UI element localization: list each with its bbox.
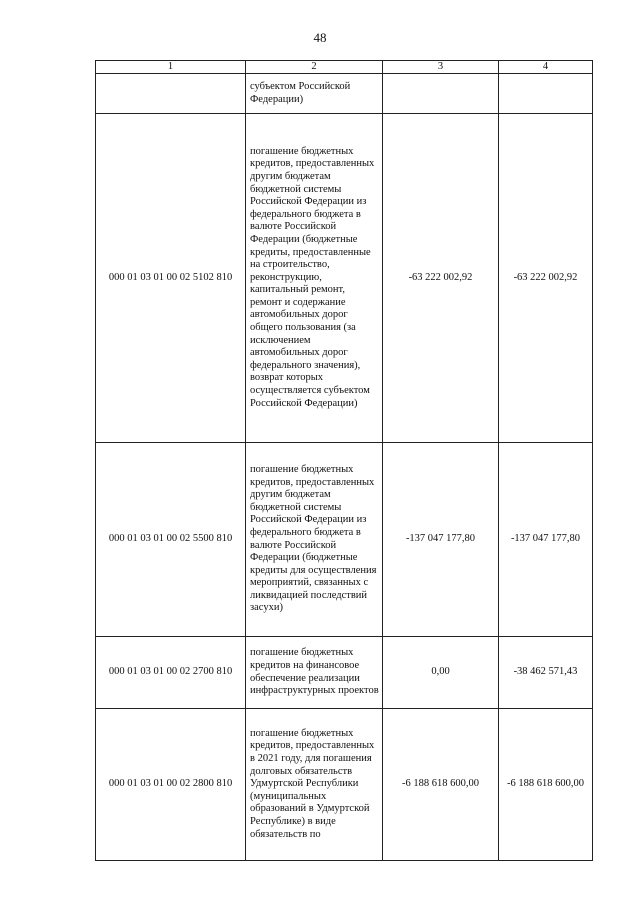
table-row bbox=[96, 637, 593, 709]
column-header-2: 2 bbox=[246, 61, 383, 74]
description-cell: погашение бюджетных кредитов, предоставленных другим бюджетам бюджетной системы Российской Федерации из федерального бюджета в валюте Российской Федерации (бюджетные кредиты, предоставленные на строительство, реконструкцию, капитальный ремонт, ремонт и содержание автомобильных дорог общего пользования (за исключением автомобильных дорог федерального значения), возврат которых осуществляется субъектом Российской Федерации) bbox=[246, 114, 383, 443]
table-header-row bbox=[96, 61, 593, 74]
amount-cell-col4: -6 188 618 600,00 bbox=[499, 709, 593, 861]
amount-cell-col3: -137 047 177,80 bbox=[383, 443, 499, 637]
description-cell: погашение бюджетных кредитов на финансовое обеспечение реализации инфраструктурных проектов bbox=[246, 637, 383, 709]
amount-cell-col4 bbox=[499, 74, 593, 114]
amount-cell-col4: -137 047 177,80 bbox=[499, 443, 593, 637]
amount-cell-col3: 0,00 bbox=[383, 637, 499, 709]
amount-cell-col3: -6 188 618 600,00 bbox=[383, 709, 499, 861]
amount-cell-col3 bbox=[383, 74, 499, 114]
amount-cell-col4: -63 222 002,92 bbox=[499, 114, 593, 443]
table-row bbox=[96, 443, 593, 637]
table-row bbox=[96, 709, 593, 861]
description-cell: погашение бюджетных кредитов, предоставленных в 2021 году, для погашения долговых обязательств Удмуртской Республики (муниципальных образований в Удмуртской Республике) в виде обязательств по bbox=[246, 709, 383, 861]
budget-code-cell: 000 01 03 01 00 02 2700 810 bbox=[96, 637, 246, 709]
budget-code-cell: 000 01 03 01 00 02 2800 810 bbox=[96, 709, 246, 861]
budget-code-cell: 000 01 03 01 00 02 5102 810 bbox=[96, 114, 246, 443]
budget-code-cell: 000 01 03 01 00 02 5500 810 bbox=[96, 443, 246, 637]
column-header-1: 1 bbox=[96, 61, 246, 74]
table-row bbox=[96, 114, 593, 443]
description-cell: субъектом Российской Федерации) bbox=[246, 74, 383, 114]
page-number: 48 bbox=[313, 30, 327, 45]
column-header-4: 4 bbox=[499, 61, 593, 74]
description-cell: погашение бюджетных кредитов, предоставленных другим бюджетам бюджетной системы Российской Федерации из федерального бюджета в валюте Российской Федерации (бюджетные кредиты для осуществления мероприятий, связанных с ликвидацией последствий засухи) bbox=[246, 443, 383, 637]
budget-sources-table bbox=[95, 60, 593, 861]
table-row bbox=[96, 74, 593, 114]
amount-cell-col4: -38 462 571,43 bbox=[499, 637, 593, 709]
budget-code-cell bbox=[96, 74, 246, 114]
column-header-3: 3 bbox=[383, 61, 499, 74]
amount-cell-col3: -63 222 002,92 bbox=[383, 114, 499, 443]
